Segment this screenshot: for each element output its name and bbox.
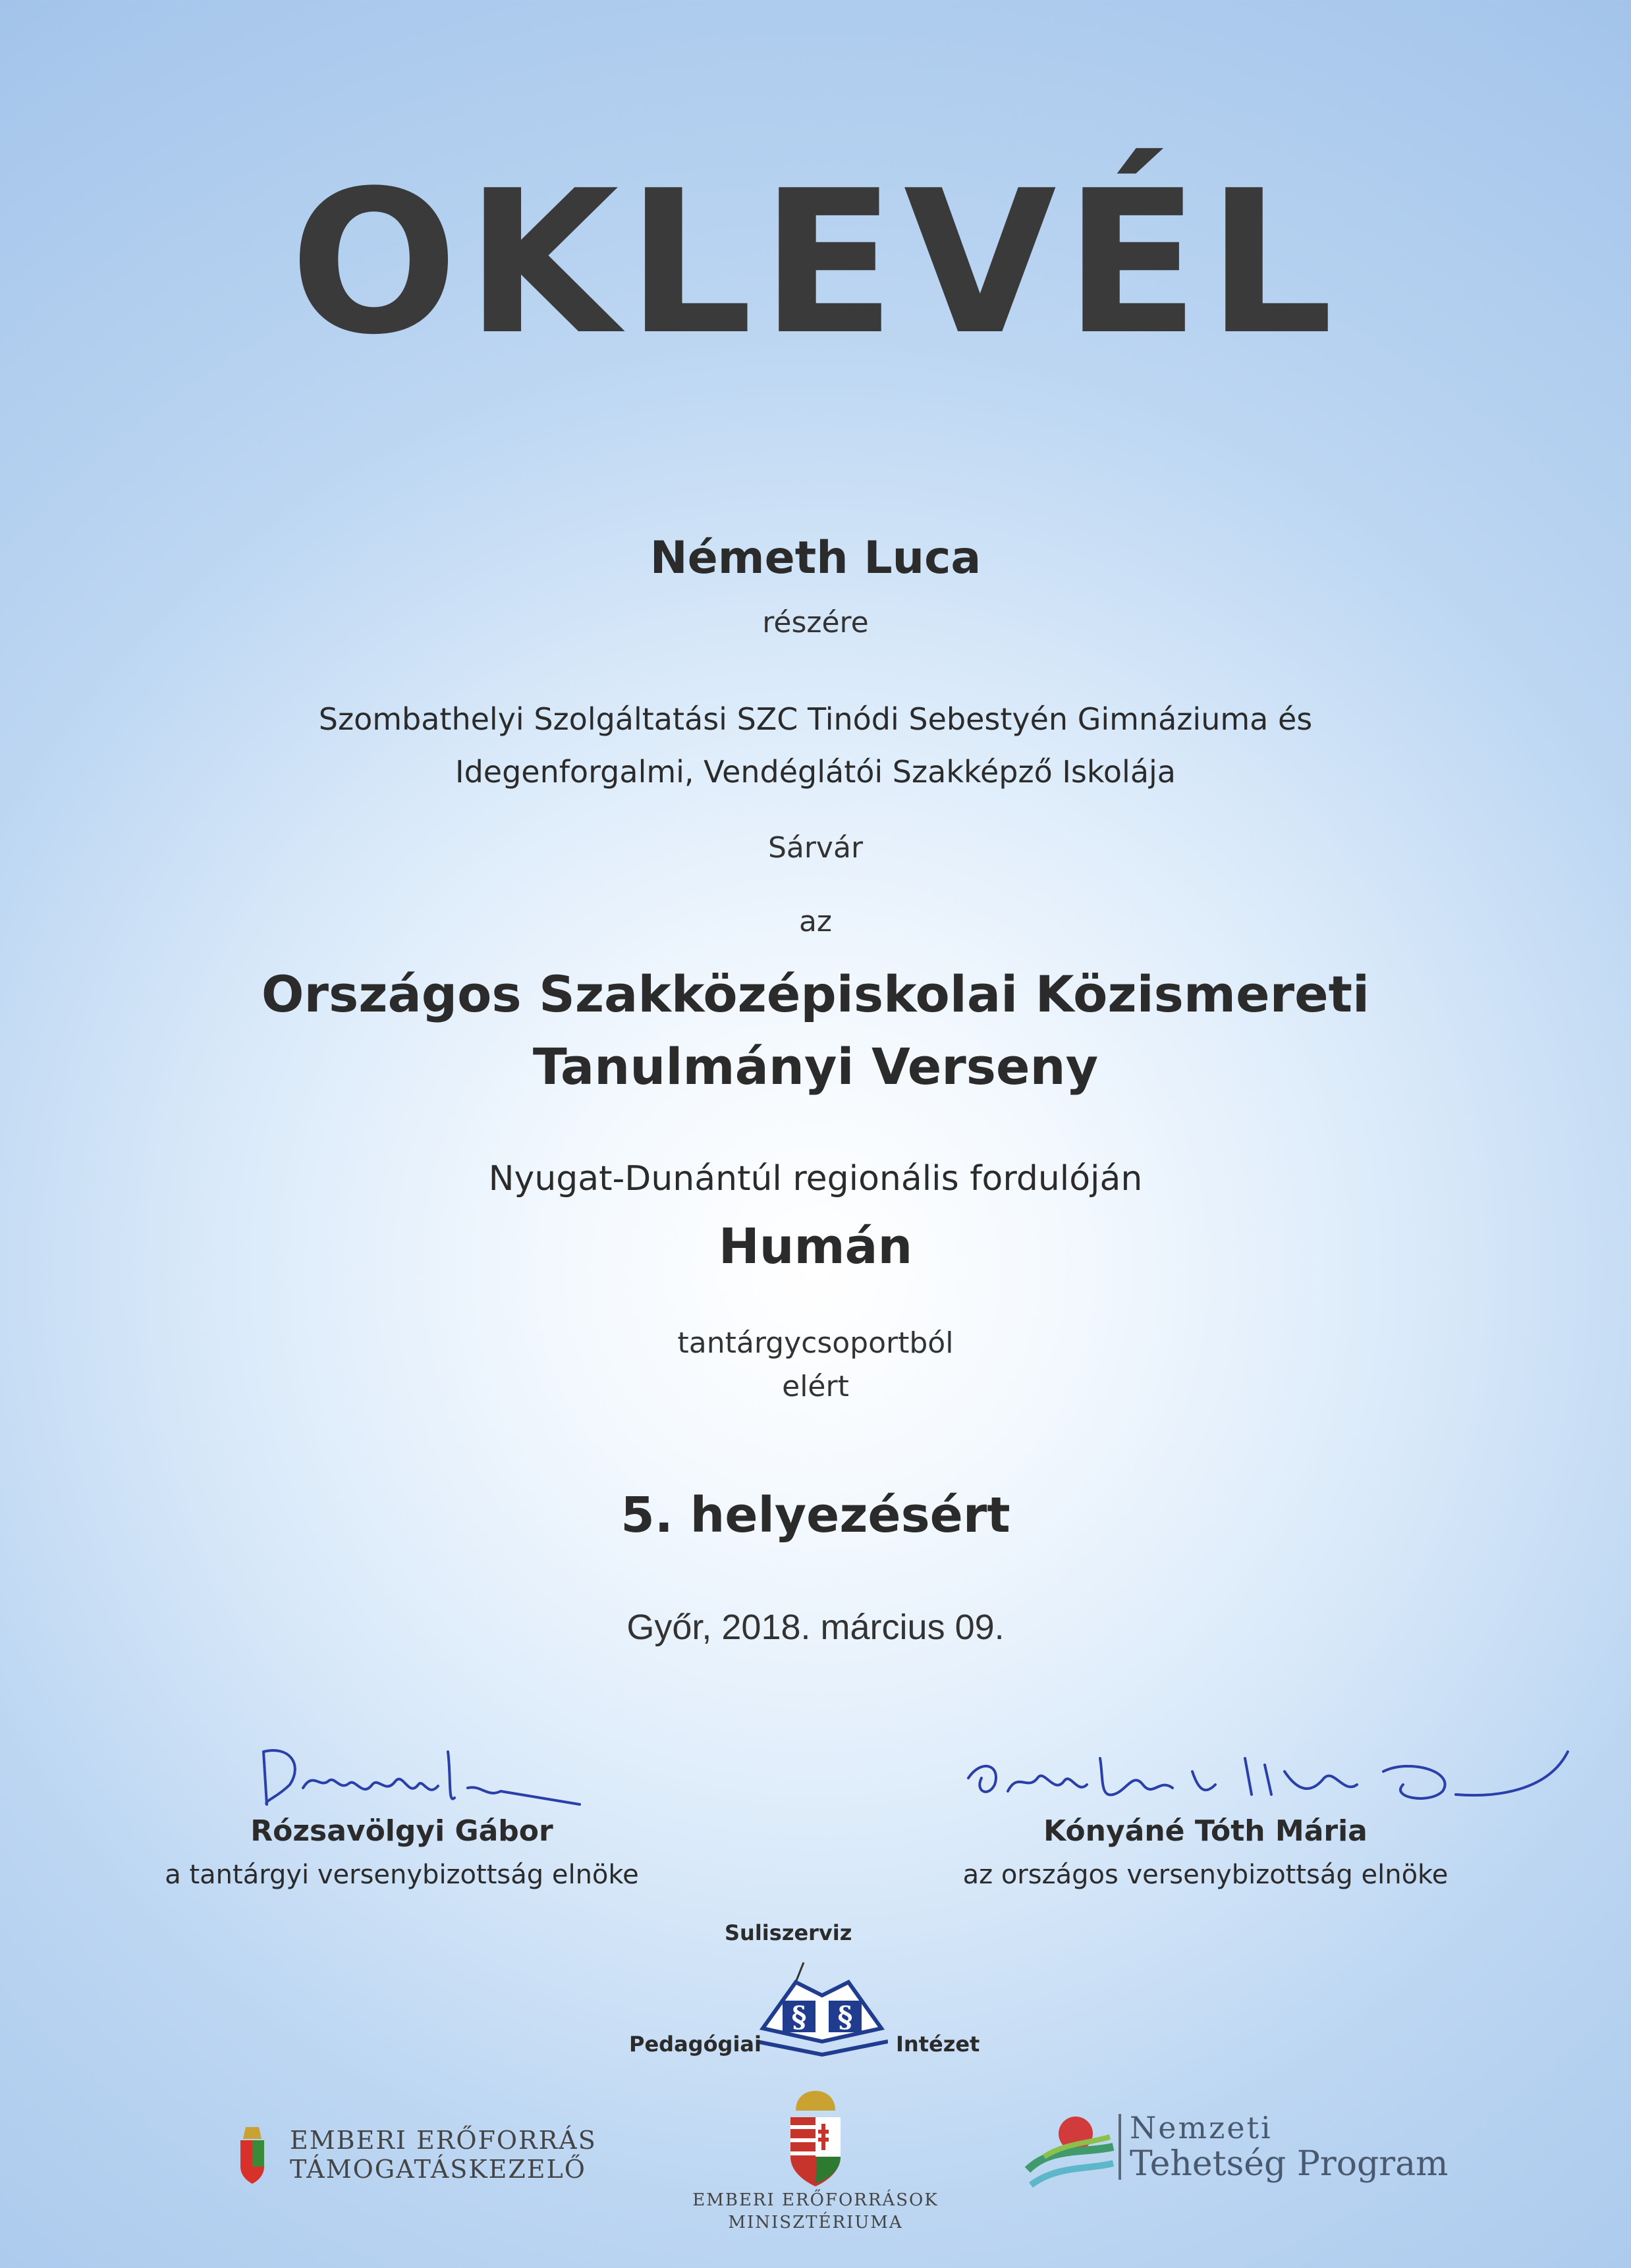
issue-date: Győr, 2018. március 09. [626, 1607, 1005, 1647]
diploma-title: OKLEVÉL [290, 148, 1341, 378]
ntp-logo-icon [1024, 2107, 1117, 2193]
ministry-line1: EMBERI ERŐFORRÁSOK [692, 2190, 939, 2210]
ministry-line2: MINISZTÉRIUMA [728, 2213, 903, 2232]
svg-text:§: § [837, 2001, 853, 2034]
signatory-left [0, 1814, 804, 1890]
recipient-name: Németh Luca [650, 532, 981, 584]
round-label: Nyugat-Dunántúl regionális fordulóján [488, 1159, 1143, 1199]
subject: Humán [718, 1218, 913, 1275]
ntp-line2: Tehetség Program [1130, 2144, 1449, 2184]
institute-top: Suliszerviz [725, 1920, 852, 1945]
coat-of-arms-icon [785, 2084, 846, 2190]
emet-line2: TÁMOGATÁSKEZELŐ [290, 2155, 586, 2184]
signatory-right-name: Kónyáné Tóth Mária [1043, 1814, 1368, 1848]
signatory-right-role: az országos versenybizottság elnöke [962, 1860, 1449, 1890]
signatory-left-role: a tantárgyi versenybizottság elnöke [165, 1860, 639, 1890]
competition-line2: Tanulmányi Verseny [532, 1037, 1099, 1096]
school-city: Sárvár [767, 831, 864, 865]
svg-text:§: § [791, 2001, 807, 2034]
institute-right: Intézet [896, 2032, 980, 2057]
competition-line1: Országos Szakközépiskolai Közismereti [261, 965, 1370, 1023]
placement: 5. helyezésért [621, 1487, 1010, 1544]
recipient-for-label: részére [762, 606, 869, 639]
ntp-divider [1119, 2114, 1121, 2180]
institute-left: Pedagógiai [629, 2032, 761, 2057]
coat-of-arms-small-icon [234, 2120, 271, 2186]
signatory-left-name: Rózsavölgyi Gábor [250, 1814, 553, 1848]
subject-group: tantárgycsoportból [677, 1326, 954, 1360]
signatory-right [777, 1814, 1631, 1890]
school-name-line1: Szombathelyi Szolgáltatási SZC Tinódi Sebestyén Gimnáziuma és [318, 701, 1313, 737]
school-name-line2: Idegenforgalmi, Vendéglátói Szakképző Iskolája [455, 754, 1176, 790]
book-logo-icon [756, 1949, 888, 2061]
article: az [798, 905, 833, 938]
emet-line1: EMBERI ERŐFORRÁS [290, 2126, 597, 2155]
achieved-label: elért [782, 1370, 849, 1403]
ntp-line1: Nemzeti [1130, 2110, 1273, 2146]
